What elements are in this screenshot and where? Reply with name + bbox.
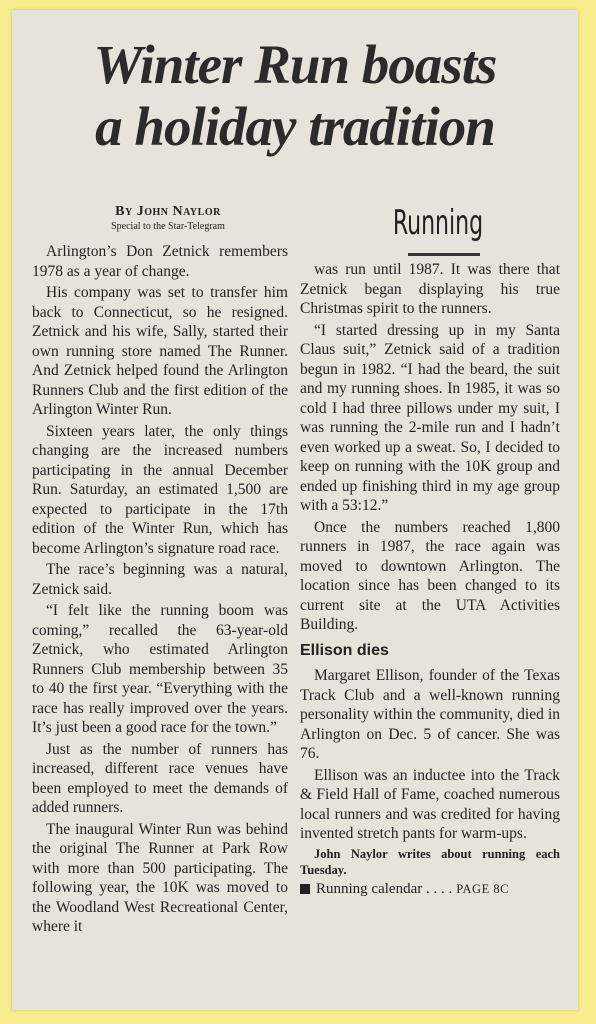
paragraph: His company was set to transfer him back to Connecticut, so he resigned. Zetnick and his wife, Sally, started their own running store named The Runner. And Zetnick helped found the Arlington Runners Club and the first edition of the Arlington Winter Run. [32,284,288,418]
paragraph: Once the numbers reached 1,800 runners in 1987, the race again was moved to downtown Arlington. The location since has been changed to its current site at the UTA Activities Building. [300,518,560,633]
headline-line-2: a holiday tradition [95,96,495,157]
author-tagline: John Naylor writes about running each Tuesday. [300,846,560,877]
subhead: Ellison dies [300,641,389,659]
paragraph: “I felt like the running boom was coming,” recalled the 63-year-old Zetnick, who estimated Arlington Runners Club membership between 35 to 40 the first year. “Everything with the race has really improved over the years. It’s just been a good race for the town.” [32,602,288,736]
byline-affiliation: Special to the Star-Telegram [111,221,225,232]
square-bullet-icon [300,884,310,894]
byline [38,204,298,232]
headline-line-1: Winter Run boasts [93,34,497,95]
paragraph: Margaret Ellison, founder of the Texas Track Club and a well-known running personality within the community, died in Arlington on Dec. 5 of cancer. She was 76. [300,667,560,762]
byline-author: By John Naylor [115,204,221,219]
paragraph: “I started dressing up in my Santa Claus suit,” Zetnick said of a tradition begun in 1982. “I had the beard, the suit and my running shoes. In 1985, it was so cold I had three pillows under my suit, I was running the 2-mile run and I hadn’t even worked up a sweat. So, I decided to keep on running with the 10K group and ended up finishing third in my age group with a 53:12.” [300,321,560,514]
paragraph: The inaugural Winter Run was behind the original The Runner at Park Row with more than 500 participating. The following year, the 10K was moved to the Woodland West Recreational Center, where it [32,820,288,935]
paragraph: The race’s beginning was a natural, Zetnick said. [32,561,288,598]
headline [12,34,578,158]
running-calendar-reference [300,880,560,900]
calendar-label: Running calendar . . . . [316,880,453,897]
section-label: Running [392,203,484,243]
left-column [32,242,288,939]
paragraph: was run until 1987. It was there that Zetnick began displaying his true Christmas spirit to the runners. [300,261,560,317]
calendar-page: PAGE 8C [456,881,509,896]
paragraph: Arlington’s Don Zetnick remembers 1978 as a year of change. [32,243,288,280]
paragraph: Ellison was an inductee into the Track & Field Hall of Fame, coached numerous local runners and was credited for having invented stretch pants for warm-ups. [300,766,560,842]
newspaper-clipping [12,10,578,1010]
paragraph: Sixteen years later, the only things changing are the increased numbers participating in the annual December Run. Saturday, an estimated 1,500 are expected to participate in the 17th edition of the Winter Run, which has become Arlington’s signature road race. [32,422,288,557]
paragraph: Just as the number of runners has increased, different race venues have been employed to meet the demands of added runners. [32,740,288,816]
right-column [300,260,560,899]
section-rule [408,253,480,256]
